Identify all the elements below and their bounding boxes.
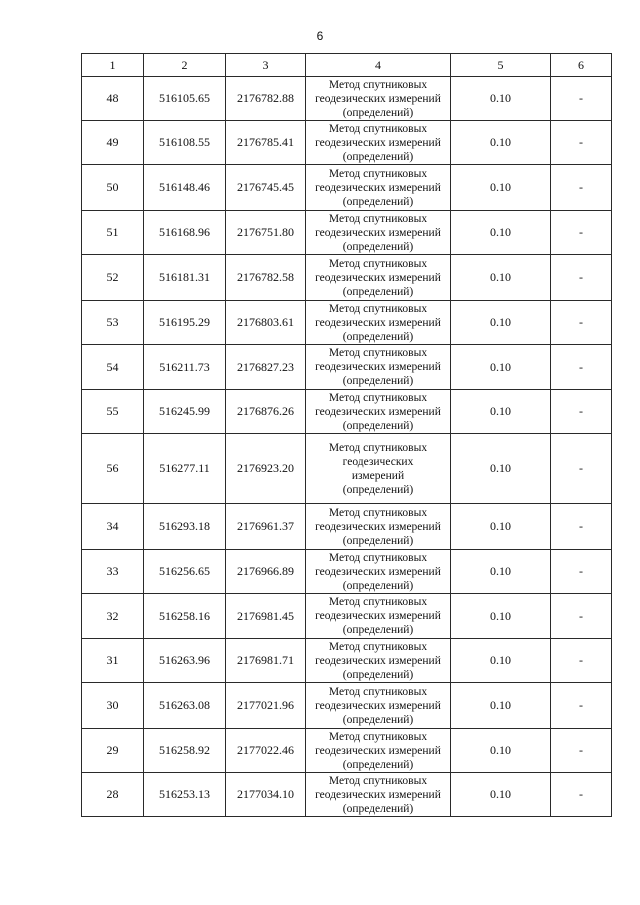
method-cell <box>306 255 451 301</box>
point-number-cell: 52 <box>82 255 144 301</box>
x-coordinate-cell: 516277.11 <box>144 434 226 504</box>
header-cell-3: 3 <box>226 54 306 77</box>
y-coordinate-cell: 2176785.41 <box>226 121 306 165</box>
y-coordinate-cell: 2176745.45 <box>226 165 306 211</box>
accuracy-cell: 0.10 <box>451 504 551 550</box>
y-coordinate-cell: 2176966.89 <box>226 550 306 594</box>
accuracy-cell: 0.10 <box>451 121 551 165</box>
x-coordinate-cell: 516263.96 <box>144 639 226 683</box>
method-cell <box>306 121 451 165</box>
method-line: (определений) <box>342 713 414 726</box>
method-line: (определений) <box>342 150 414 163</box>
method-line: геодезических измерений <box>315 316 441 329</box>
y-coordinate-cell: 2176961.37 <box>226 504 306 550</box>
method-line: Метод спутниковых <box>328 730 428 743</box>
method-line: Метод спутниковых <box>328 506 428 519</box>
method-line: (определений) <box>342 579 414 592</box>
y-coordinate-cell: 2176782.88 <box>226 77 306 121</box>
y-coordinate-cell: 2176751.80 <box>226 211 306 255</box>
x-coordinate-cell: 516105.65 <box>144 77 226 121</box>
note-cell: - <box>551 211 612 255</box>
x-coordinate-cell: 516168.96 <box>144 211 226 255</box>
method-line: Метод спутниковых <box>328 122 428 135</box>
note-cell: - <box>551 504 612 550</box>
method-cell <box>306 390 451 434</box>
method-cell <box>306 77 451 121</box>
header-cell-5: 5 <box>451 54 551 77</box>
method-line: (определений) <box>342 375 414 387</box>
accuracy-cell: 0.10 <box>451 345 551 390</box>
method-line: геодезических измерений <box>315 699 441 712</box>
method-line: Метод спутниковых <box>328 596 428 608</box>
y-coordinate-cell: 2176923.20 <box>226 434 306 504</box>
x-coordinate-cell: 516211.73 <box>144 345 226 390</box>
note-cell: - <box>551 255 612 301</box>
method-line: (определений) <box>342 195 414 208</box>
point-number-cell: 56 <box>82 434 144 504</box>
note-cell: - <box>551 550 612 594</box>
header-cell-6: 6 <box>551 54 612 77</box>
method-cell <box>306 345 451 390</box>
header-cell-2: 2 <box>144 54 226 77</box>
method-line: (определений) <box>342 330 414 343</box>
accuracy-cell: 0.10 <box>451 594 551 639</box>
method-line: геодезических измерений <box>315 136 441 149</box>
x-coordinate-cell: 516181.31 <box>144 255 226 301</box>
table-row <box>82 255 612 301</box>
accuracy-cell: 0.10 <box>451 550 551 594</box>
method-line: (определений) <box>342 668 414 681</box>
method-line: (определений) <box>342 802 414 815</box>
point-number-cell: 49 <box>82 121 144 165</box>
note-cell: - <box>551 773 612 817</box>
method-line: Метод спутниковых <box>328 257 428 270</box>
coordinates-table-body <box>82 54 612 817</box>
method-cell <box>306 729 451 773</box>
point-number-cell: 34 <box>82 504 144 550</box>
note-cell: - <box>551 301 612 345</box>
point-number-cell: 31 <box>82 639 144 683</box>
method-line: геодезических измерений <box>315 610 441 622</box>
method-line: геодезических измерений <box>315 788 441 801</box>
note-cell: - <box>551 594 612 639</box>
method-line: Метод спутниковых <box>328 551 428 564</box>
point-number-cell: 30 <box>82 683 144 729</box>
method-line: (определений) <box>342 285 414 298</box>
table-row <box>82 77 612 121</box>
method-line: (определений) <box>342 534 414 547</box>
method-cell <box>306 165 451 211</box>
table-row <box>82 165 612 211</box>
accuracy-cell: 0.10 <box>451 211 551 255</box>
method-line: геодезических измерений <box>315 361 441 373</box>
y-coordinate-cell: 2177022.46 <box>226 729 306 773</box>
note-cell: - <box>551 729 612 773</box>
method-line: (определений) <box>342 624 414 636</box>
note-cell: - <box>551 121 612 165</box>
accuracy-cell: 0.10 <box>451 773 551 817</box>
x-coordinate-cell: 516258.92 <box>144 729 226 773</box>
table-row <box>82 504 612 550</box>
y-coordinate-cell: 2176876.26 <box>226 390 306 434</box>
method-cell <box>306 434 451 504</box>
table-row <box>82 211 612 255</box>
note-cell: - <box>551 345 612 390</box>
point-number-cell: 54 <box>82 345 144 390</box>
method-line: геодезических измерений <box>315 520 441 533</box>
table-header-row <box>82 54 612 77</box>
method-cell <box>306 504 451 550</box>
y-coordinate-cell: 2177034.10 <box>226 773 306 817</box>
point-number-cell: 32 <box>82 594 144 639</box>
method-line: Метод спутниковых <box>328 685 428 698</box>
note-cell: - <box>551 639 612 683</box>
method-line: геодезических <box>342 455 414 468</box>
accuracy-cell: 0.10 <box>451 639 551 683</box>
table-row <box>82 594 612 639</box>
x-coordinate-cell: 516108.55 <box>144 121 226 165</box>
method-line: геодезических измерений <box>315 565 441 578</box>
method-line: Метод спутниковых <box>328 212 428 225</box>
point-number-cell: 50 <box>82 165 144 211</box>
accuracy-cell: 0.10 <box>451 77 551 121</box>
method-cell <box>306 301 451 345</box>
method-line: Метод спутниковых <box>328 347 428 359</box>
accuracy-cell: 0.10 <box>451 434 551 504</box>
point-number-cell: 53 <box>82 301 144 345</box>
method-cell <box>306 550 451 594</box>
method-line: Метод спутниковых <box>328 167 428 180</box>
x-coordinate-cell: 516195.29 <box>144 301 226 345</box>
method-line: (определений) <box>342 758 414 771</box>
method-line: геодезических измерений <box>315 181 441 194</box>
table-row <box>82 773 612 817</box>
point-number-cell: 48 <box>82 77 144 121</box>
table-row <box>82 301 612 345</box>
point-number-cell: 55 <box>82 390 144 434</box>
method-line: Метод спутниковых <box>328 78 428 91</box>
method-line: (определений) <box>342 106 414 119</box>
method-line: Метод спутниковых <box>328 441 428 454</box>
accuracy-cell: 0.10 <box>451 301 551 345</box>
method-line: (определений) <box>342 483 414 496</box>
y-coordinate-cell: 2176827.23 <box>226 345 306 390</box>
method-line: геодезических измерений <box>315 405 441 418</box>
x-coordinate-cell: 516263.08 <box>144 683 226 729</box>
table-row <box>82 390 612 434</box>
method-line: геодезических измерений <box>315 271 441 284</box>
table-row <box>82 550 612 594</box>
point-number-cell: 28 <box>82 773 144 817</box>
method-line: измерений <box>351 469 405 482</box>
method-line: (определений) <box>342 240 414 253</box>
accuracy-cell: 0.10 <box>451 390 551 434</box>
x-coordinate-cell: 516253.13 <box>144 773 226 817</box>
method-line: Метод спутниковых <box>328 774 428 787</box>
accuracy-cell: 0.10 <box>451 729 551 773</box>
note-cell: - <box>551 434 612 504</box>
coordinates-table <box>81 53 612 817</box>
accuracy-cell: 0.10 <box>451 255 551 301</box>
method-cell <box>306 594 451 639</box>
method-line: (определений) <box>342 419 414 432</box>
header-cell-1: 1 <box>82 54 144 77</box>
table-row <box>82 345 612 390</box>
x-coordinate-cell: 516293.18 <box>144 504 226 550</box>
method-line: геодезических измерений <box>315 744 441 757</box>
method-line: геодезических измерений <box>315 226 441 239</box>
y-coordinate-cell: 2176981.71 <box>226 639 306 683</box>
point-number-cell: 33 <box>82 550 144 594</box>
note-cell: - <box>551 390 612 434</box>
x-coordinate-cell: 516148.46 <box>144 165 226 211</box>
method-cell <box>306 211 451 255</box>
method-line: геодезических измерений <box>315 92 441 105</box>
method-cell <box>306 773 451 817</box>
y-coordinate-cell: 2176803.61 <box>226 301 306 345</box>
accuracy-cell: 0.10 <box>451 683 551 729</box>
y-coordinate-cell: 2176981.45 <box>226 594 306 639</box>
method-line: Метод спутниковых <box>328 640 428 653</box>
table-row <box>82 434 612 504</box>
point-number-cell: 51 <box>82 211 144 255</box>
table-row <box>82 121 612 165</box>
method-line: Метод спутниковых <box>328 302 428 315</box>
note-cell: - <box>551 165 612 211</box>
point-number-cell: 29 <box>82 729 144 773</box>
x-coordinate-cell: 516258.16 <box>144 594 226 639</box>
y-coordinate-cell: 2176782.58 <box>226 255 306 301</box>
table-row <box>82 639 612 683</box>
table-row <box>82 729 612 773</box>
method-line: геодезических измерений <box>315 654 441 667</box>
note-cell: - <box>551 683 612 729</box>
method-line: Метод спутниковых <box>328 391 428 404</box>
y-coordinate-cell: 2177021.96 <box>226 683 306 729</box>
method-cell <box>306 639 451 683</box>
page-number: 6 <box>316 29 324 43</box>
header-cell-4: 4 <box>306 54 451 77</box>
accuracy-cell: 0.10 <box>451 165 551 211</box>
note-cell: - <box>551 77 612 121</box>
method-cell <box>306 683 451 729</box>
x-coordinate-cell: 516256.65 <box>144 550 226 594</box>
x-coordinate-cell: 516245.99 <box>144 390 226 434</box>
table-row <box>82 683 612 729</box>
